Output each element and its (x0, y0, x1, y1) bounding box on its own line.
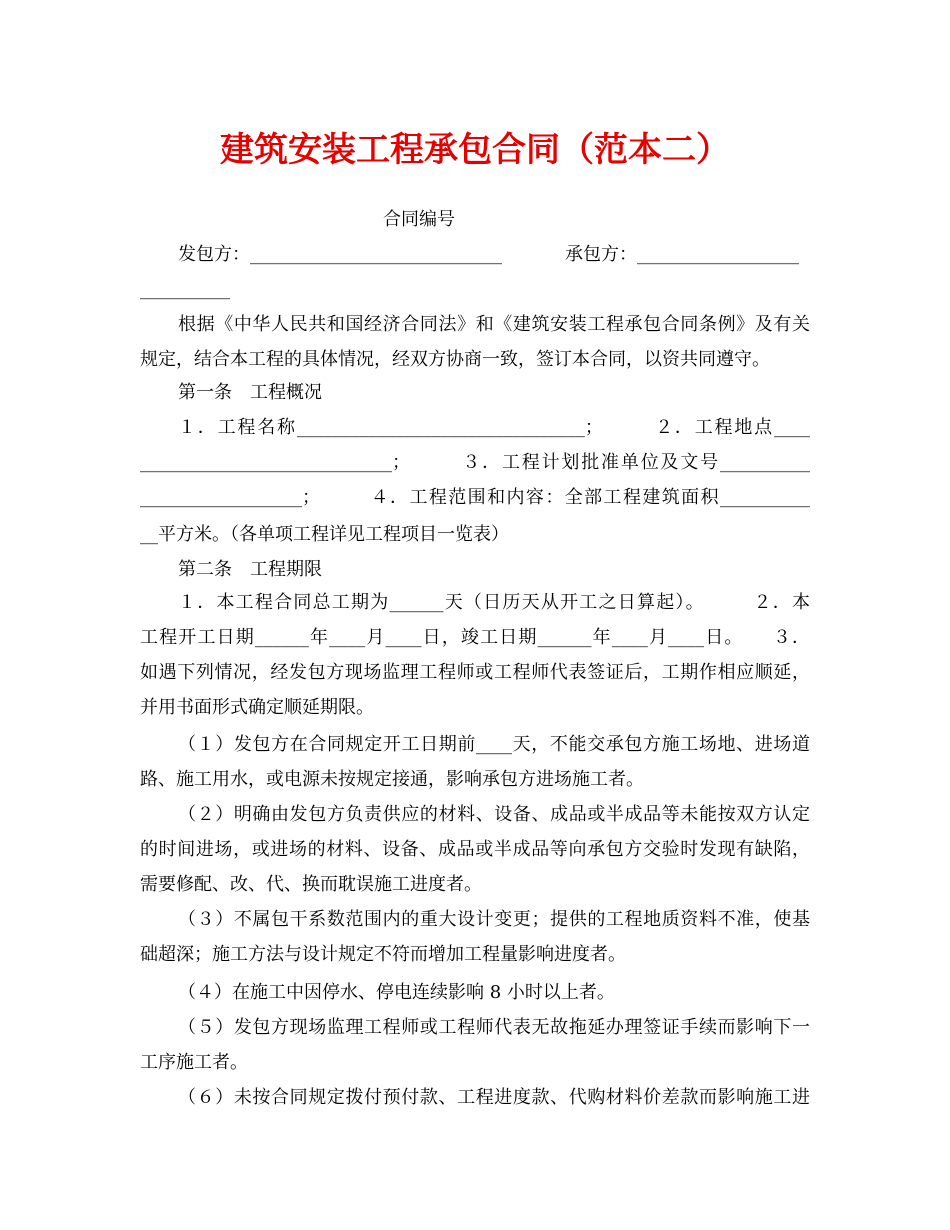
body-line: 工序施工者。 (140, 1052, 248, 1073)
body-line: 工程开工日期______年____月____日，竣工日期______年____月____日。 ３． (140, 627, 810, 648)
delay-item-3: （３）不属包干系数范围内的重大设计变更；提供的工程地质资料不准，使基 (178, 909, 810, 930)
party-b-field: 承包方：__________________ (565, 244, 799, 265)
body-line: 需要修配、改、代、换而耽误施工进度者。 (140, 874, 482, 895)
delay-item-6: （６）未按合同规定拨付预付款、工程进度款、代购材料价差款而影响施工进 (178, 1087, 810, 1108)
party-a-field: 发包方：____________________________ (178, 244, 502, 265)
body-line: 如遇下列情况，经发包方现场监理工程师或工程师代表签证后，工期作相应顺延， (140, 662, 810, 683)
delay-item-4: （４）在施工中因停水、停电连续影响 8 小时以上者。 (178, 982, 615, 1003)
delay-item-2: （２）明确由发包方负责供应的材料、设备、成品或半成品等未能按双方认定 (178, 804, 810, 825)
delay-item-1: （１）发包方在合同规定开工日期前____天，不能交承包方施工场地、进场道 (178, 734, 810, 755)
document-title: 建筑安装工程承包合同（范本二） (220, 130, 730, 170)
body-line: 的时间进场，或进场的材料、设备、成品或半成品等向承包方交验时发现有缺陷， (140, 839, 810, 860)
contract-number-label: 合同编号 (383, 209, 455, 230)
body-line: １．工程名称________________________________； ２．工程地点____ (178, 417, 810, 438)
body-line: 路、施工用水，或电源未按规定接通，影响承包方进场施工者。 (140, 769, 644, 790)
article-1-heading: 第一条 工程概况 (178, 382, 322, 403)
preamble-line: 根据《中华人民共和国经济合同法》和《建筑安装工程承包合同条例》及有关 (178, 314, 810, 335)
preamble-line: 规定，结合本工程的具体情况，经双方协商一致，签订本合同，以资共同遵守。 (140, 349, 770, 370)
body-line: 础超深；施工方法与设计规定不符而增加工程量影响进度者。 (140, 944, 626, 965)
body-line: __平方米。（各单项工程详见工程项目一览表） (140, 524, 509, 545)
body-line: １．本工程合同总工期为______天（日历天从开工之日算起）。 ２．本 (178, 592, 810, 613)
article-2-heading: 第二条 工程期限 (178, 559, 322, 580)
party-b-field-continuation: __________ (140, 279, 230, 300)
body-line: 并用书面形式确定顺延期限。 (140, 697, 374, 718)
body-line: __________________； ４．工程范围和内容：全部工程建筑面积__________ (140, 487, 810, 508)
body-line: ____________________________； ３．工程计划批准单位及文号__________ (140, 452, 810, 473)
delay-item-5: （５）发包方现场监理工程师或工程师代表无故拖延办理签证手续而影响下一 (178, 1017, 810, 1038)
